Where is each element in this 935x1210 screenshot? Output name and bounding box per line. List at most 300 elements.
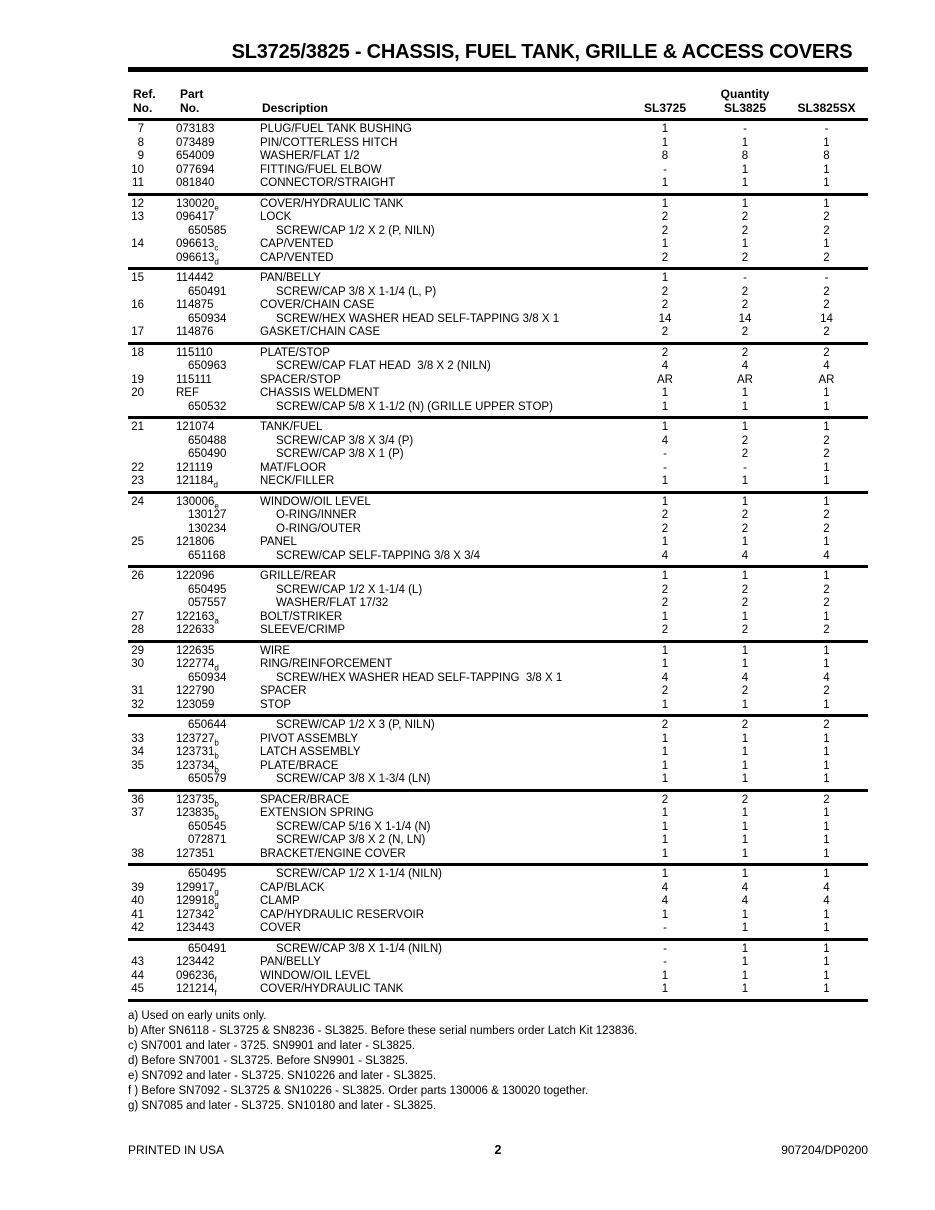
qty-cell: 1: [823, 759, 830, 772]
part-no-cell: 122635: [176, 644, 215, 657]
qty-cell: -: [663, 448, 667, 460]
qty-cell: 2: [741, 251, 749, 264]
ref-no-cell: [128, 225, 174, 239]
part-no-cell: 650585: [188, 224, 227, 237]
table-header-row-bottom: [128, 101, 868, 115]
ref-no-cell: [128, 868, 174, 882]
qty-cell: 1: [823, 746, 830, 758]
description-cell: SCREW/CAP 5/8 X 1-1/2 (N) (GRILLE UPPER STOP): [276, 400, 553, 413]
qty-cell: 2: [741, 719, 749, 731]
description-cell: TANK/FUEL: [260, 421, 323, 433]
table-row: [128, 225, 868, 239]
table-row: [128, 448, 868, 462]
table-row: [128, 922, 868, 936]
part-no-cell: 072871: [188, 834, 227, 846]
description-cell: PLATE/STOP: [260, 346, 330, 359]
qty-cell: 1: [823, 610, 830, 623]
description-cell: CAP/VENTED: [260, 251, 334, 264]
qty-cell: 1: [823, 983, 830, 995]
description-cell: SCREW/CAP 1/2 X 1-1/4 (NILN): [276, 868, 442, 880]
qty-cell: 1: [661, 123, 669, 135]
qty-cell: 2: [823, 448, 830, 460]
description-cell: SCREW/CAP 1/2 X 3 (P, NILN): [276, 719, 435, 731]
parts-table: [128, 121, 868, 1002]
title-rule: [128, 67, 868, 72]
table-row: [128, 198, 868, 212]
part-no-cell: $129918_g$: [176, 895, 219, 910]
qty-cell: 1: [741, 495, 749, 508]
table-row: [128, 550, 868, 564]
ref-no-cell: [128, 943, 174, 957]
column-header-ref-top: Ref.: [133, 87, 156, 101]
table-row: [128, 699, 868, 713]
qty-cell: 2: [823, 285, 830, 298]
description-cell: BRACKET/ENGINE COVER: [260, 847, 406, 860]
table-row: [128, 475, 868, 489]
description-cell: COVER: [260, 922, 301, 934]
qty-cell: 1: [741, 732, 749, 745]
ref-no-cell: 45: [131, 983, 144, 995]
qty-cell: 2: [661, 597, 669, 609]
table-row: [128, 834, 868, 848]
qty-cell: -: [824, 123, 829, 135]
table-row: [128, 909, 868, 923]
qty-cell: -: [743, 461, 747, 474]
qty-cell: 8: [823, 150, 830, 162]
ref-no-cell: 10: [131, 163, 144, 176]
ref-no-cell: 22: [131, 461, 144, 474]
part-no-cell: $130020_e$: [176, 197, 219, 212]
description-cell: CAP/HYDRAULIC RESERVOIR: [260, 908, 425, 921]
qty-cell: 1: [823, 807, 830, 819]
ref-no-cell: 42: [131, 922, 144, 934]
qty-cell: 1: [741, 908, 749, 921]
description-cell: EXTENSION SPRING: [260, 807, 374, 819]
part-no-cell: 650532: [188, 400, 227, 413]
qty-cell: 2: [823, 509, 830, 521]
qty-cell: 2: [823, 326, 830, 338]
ref-no-cell: [128, 286, 174, 300]
part-no-cell: 123059: [176, 698, 215, 711]
ref-no-cell: [128, 773, 174, 787]
description-cell: PLATE/BRACE: [260, 759, 339, 772]
ref-no-cell: 31: [131, 685, 144, 697]
ref-no-cell: [128, 448, 174, 462]
description-cell: PIVOT ASSEMBLY: [260, 732, 359, 745]
description-cell: SCREW/CAP 3/8 X 2 (N, LN): [276, 834, 426, 846]
qty-cell: 1: [661, 570, 669, 582]
part-no-cell: 122633: [176, 624, 215, 636]
qty-cell: -: [663, 956, 667, 968]
ref-no-cell: [128, 584, 174, 598]
qty-cell: 8: [741, 150, 749, 162]
qty-cell: 1: [661, 759, 669, 772]
qty-cell: AR: [737, 373, 753, 386]
part-no-cell: 650490: [188, 448, 227, 460]
qty-cell: 2: [741, 522, 749, 535]
qty-cell: 4: [823, 881, 830, 894]
description-cell: O-RING/OUTER: [276, 522, 361, 535]
description-cell: GRILLE/REAR: [260, 570, 337, 582]
table-row: [128, 645, 868, 659]
table-row: [128, 970, 868, 984]
part-no-suffix: b: [214, 798, 219, 808]
column-header-sl3825sx: SL3825SX: [797, 101, 856, 115]
ref-no-cell: [128, 597, 174, 611]
qty-cell: 1: [741, 956, 749, 968]
ref-no-cell: 40: [131, 895, 144, 907]
description-cell: SCREW/CAP FLAT HEAD 3/8 X 2 (NILN): [276, 360, 491, 372]
ref-no-cell: 24: [131, 495, 144, 508]
qty-cell: 4: [661, 895, 669, 907]
qty-cell: 1: [823, 387, 830, 399]
qty-cell: -: [743, 272, 747, 284]
part-no-cell: 650963: [188, 360, 227, 372]
qty-cell: 1: [823, 400, 830, 413]
table-row: [128, 807, 868, 821]
parts-group: [128, 196, 868, 271]
description-cell: O-RING/INNER: [276, 509, 357, 521]
page-footer: [128, 1143, 868, 1157]
description-cell: WINDOW/OIL LEVEL: [260, 969, 371, 982]
parts-group: [128, 717, 868, 792]
description-cell: BOLT/STRIKER: [260, 610, 343, 623]
qty-cell: 2: [741, 448, 749, 460]
table-row: [128, 760, 868, 774]
table-row: [128, 895, 868, 909]
ref-no-cell: 11: [132, 177, 144, 189]
qty-cell: 2: [823, 719, 830, 731]
table-row: [128, 848, 868, 862]
qty-cell: 2: [741, 624, 749, 636]
qty-cell: 1: [661, 197, 669, 210]
qty-cell: 1: [661, 969, 669, 982]
footnote: b) After SN6118 - SL3725 & SN8236 - SL3825. Before these serial numbers order Latch Kit 123836.: [128, 1024, 638, 1037]
part-no-cell: 057557: [188, 597, 227, 609]
table-header-row-top: [128, 87, 868, 101]
table-row: [128, 137, 868, 151]
part-no-cell: 650491: [188, 285, 227, 298]
description-cell: CAP/BLACK: [260, 881, 325, 894]
description-cell: SCREW/CAP 3/8 X 1-1/4 (NILN): [276, 942, 442, 955]
qty-cell: 1: [741, 942, 749, 955]
ref-no-cell: 9: [137, 150, 144, 162]
qty-cell: 1: [823, 942, 830, 955]
part-no-cell: $129917_g$: [176, 881, 219, 896]
qty-cell: 2: [661, 583, 669, 596]
qty-cell: 14: [658, 312, 672, 325]
part-no-cell: $130006_e$: [176, 495, 219, 510]
ref-no-cell: [128, 550, 174, 564]
qty-cell: 2: [823, 224, 830, 237]
part-no-cell: $122774_d$: [176, 658, 219, 673]
qty-cell: 2: [741, 346, 749, 359]
table-row: [128, 150, 868, 164]
part-no-suffix: d: [214, 256, 219, 266]
qty-cell: 2: [823, 434, 830, 447]
column-header-ref-bottom: No.: [133, 101, 153, 115]
description-cell: CLAMP: [260, 895, 300, 907]
qty-cell: 1: [741, 136, 749, 149]
qty-cell: 1: [823, 536, 830, 548]
footer-printed-in: PRINTED IN USA: [128, 1143, 225, 1157]
qty-cell: 2: [741, 583, 749, 596]
qty-cell: 4: [741, 671, 749, 684]
part-no-cell: $096236_f$: [176, 969, 217, 984]
table-row: [128, 347, 868, 361]
ref-no-cell: [128, 252, 174, 266]
ref-no-cell: 19: [131, 373, 144, 386]
parts-group: [128, 792, 868, 867]
part-no-suffix: f: [214, 974, 217, 984]
qty-cell: 2: [661, 793, 669, 806]
qty-cell: 1: [741, 746, 749, 758]
description-cell: PAN/BELLY: [260, 956, 321, 968]
qty-cell: 4: [823, 360, 830, 372]
ref-no-cell: [128, 360, 174, 374]
qty-cell: -: [663, 942, 667, 955]
part-no-cell: 650579: [188, 773, 227, 785]
part-no-cell: $123735_b$: [176, 793, 219, 808]
qty-cell: 1: [741, 421, 749, 433]
qty-cell: 1: [661, 272, 669, 284]
qty-cell: 2: [741, 509, 749, 521]
qty-cell: 14: [738, 312, 752, 325]
part-no-cell: 651168: [188, 549, 226, 562]
ref-no-cell: 29: [131, 644, 144, 657]
qty-cell: 1: [823, 570, 830, 582]
description-cell: COVER/HYDRAULIC TANK: [260, 983, 404, 995]
table-row: [128, 401, 868, 415]
ref-no-cell: 18: [131, 346, 144, 359]
qty-cell: 1: [741, 400, 749, 413]
qty-cell: 1: [823, 922, 830, 934]
qty-cell: 1: [823, 834, 830, 846]
table-row: [128, 326, 868, 340]
parts-group: [128, 643, 868, 718]
table-row: [128, 868, 868, 882]
table-row: [128, 719, 868, 733]
part-no-cell: $096613_c$: [176, 238, 219, 253]
part-no-suffix: b: [214, 737, 219, 747]
table-row: [128, 685, 868, 699]
qty-cell: 1: [661, 807, 669, 819]
qty-cell: 2: [661, 285, 669, 298]
qty-cell: AR: [657, 373, 673, 386]
qty-cell: -: [824, 272, 829, 284]
ref-no-cell: [128, 509, 174, 523]
part-no-cell: 115111: [176, 373, 212, 386]
qty-cell: 2: [741, 597, 749, 609]
table-row: [128, 523, 868, 537]
qty-cell: 1: [823, 908, 830, 921]
footer-doc-number: 907204/DP0200: [781, 1143, 868, 1157]
qty-cell: 4: [661, 881, 669, 894]
description-cell: SCREW/CAP 1/2 X 2 (P, NILN): [276, 224, 435, 237]
table-row: [128, 624, 868, 638]
part-no-cell: 650545: [188, 820, 227, 833]
table-row: [128, 123, 868, 137]
description-cell: PANEL: [260, 536, 297, 548]
qty-cell: 1: [823, 956, 830, 968]
table-row: [128, 658, 868, 672]
qty-cell: 1: [741, 475, 749, 487]
qty-cell: 1: [741, 177, 749, 189]
column-header-sl3725: SL3725: [643, 101, 687, 115]
qty-cell: -: [663, 461, 667, 474]
description-cell: WINDOW/OIL LEVEL: [260, 495, 371, 508]
part-no-suffix: g: [214, 900, 219, 910]
parts-group: [128, 345, 868, 420]
qty-cell: 4: [741, 895, 749, 907]
qty-cell: 1: [741, 820, 749, 833]
table-row: [128, 435, 868, 449]
qty-cell: 1: [741, 807, 749, 819]
qty-cell: 1: [661, 644, 669, 657]
ref-no-cell: [128, 719, 174, 733]
qty-cell: 2: [661, 326, 669, 338]
table-row: [128, 611, 868, 625]
ref-no-cell: 7: [137, 123, 144, 135]
ref-no-cell: 37: [131, 807, 144, 819]
part-no-cell: 073489: [176, 136, 215, 149]
description-cell: CONNECTOR/STRAIGHT: [260, 177, 396, 189]
parts-group: [128, 121, 868, 196]
ref-no-cell: 43: [131, 956, 144, 968]
description-cell: COVER/CHAIN CASE: [260, 299, 375, 311]
ref-no-cell: 14: [131, 238, 144, 250]
qty-cell: 1: [741, 610, 749, 623]
qty-cell: 2: [823, 624, 830, 636]
qty-cell: 1: [823, 644, 830, 657]
column-header-sl3825: SL3825: [723, 101, 767, 115]
header-spacer: [625, 87, 705, 101]
qty-cell: 2: [741, 685, 749, 697]
description-cell: WASHER/FLAT 1/2: [260, 150, 360, 162]
qty-cell: 1: [661, 610, 669, 623]
qty-cell: -: [663, 922, 667, 934]
qty-cell: 1: [741, 969, 749, 982]
qty-cell: 1: [823, 197, 830, 210]
table-row: [128, 462, 868, 476]
description-cell: SPACER/STOP: [260, 373, 341, 386]
ref-no-cell: 28: [131, 624, 144, 636]
column-header-description: Description: [262, 101, 329, 115]
description-cell: SCREW/CAP 3/8 X 1-3/4 (LN): [276, 773, 431, 785]
qty-cell: 2: [741, 299, 749, 311]
qty-cell: -: [663, 163, 667, 176]
qty-cell: 2: [661, 251, 669, 264]
qty-cell: 2: [661, 211, 669, 223]
ref-no-cell: 20: [131, 387, 144, 399]
table-row: [128, 584, 868, 598]
qty-cell: 1: [823, 461, 830, 474]
part-no-cell: $123727_b$: [176, 732, 219, 747]
part-no-suffix: d: [214, 663, 219, 673]
description-cell: SCREW/CAP 1/2 X 1-1/4 (L): [276, 583, 423, 596]
table-row: [128, 794, 868, 808]
qty-cell: 1: [741, 922, 749, 934]
qty-cell: 4: [823, 895, 830, 907]
table-row: [128, 164, 868, 178]
part-no-cell: 073183: [176, 123, 215, 135]
qty-cell: 4: [661, 549, 669, 562]
part-no-cell: $121214_f$: [176, 983, 217, 998]
table-header: [128, 87, 868, 121]
part-no-cell: 650488: [188, 434, 227, 447]
qty-cell: 2: [823, 583, 830, 596]
ref-no-cell: [128, 672, 174, 686]
qty-cell: 1: [741, 698, 749, 711]
ref-no-cell: 8: [137, 136, 144, 149]
part-no-suffix: g: [214, 886, 219, 896]
ref-no-cell: 34: [131, 746, 144, 758]
ref-no-cell: 27: [131, 610, 144, 623]
ref-no-cell: 17: [131, 326, 144, 338]
description-cell: NECK/FILLER: [260, 475, 335, 487]
table-row: [128, 882, 868, 896]
footnote: d) Before SN7001 - SL3725. Before SN9901 - SL3825.: [128, 1054, 409, 1067]
part-no-cell: 114875: [176, 299, 214, 311]
table-row: [128, 299, 868, 313]
part-no-cell: 650491: [188, 942, 227, 955]
part-no-suffix: e: [214, 500, 219, 510]
description-cell: MAT/FLOOR: [260, 461, 327, 474]
qty-cell: 4: [741, 549, 749, 562]
ref-no-cell: 25: [131, 536, 144, 548]
qty-cell: 1: [823, 658, 830, 670]
parts-group: [128, 419, 868, 494]
ref-no-cell: 39: [131, 881, 144, 894]
qty-cell: -: [743, 123, 747, 135]
page-content: [128, 40, 868, 1114]
table-row: [128, 956, 868, 970]
qty-cell: 2: [661, 719, 669, 731]
qty-cell: 1: [741, 570, 749, 582]
footnote: a) Used on early units only.: [128, 1009, 267, 1022]
part-no-cell: 127351: [176, 847, 215, 860]
table-row: [128, 983, 868, 997]
table-row: [128, 672, 868, 686]
qty-cell: 1: [741, 868, 749, 880]
ref-no-cell: [128, 834, 174, 848]
ref-no-cell: 32: [131, 698, 144, 711]
part-no-cell: 130234: [188, 522, 227, 535]
description-cell: SCREW/CAP SELF-TAPPING 3/8 X 3/4: [276, 549, 481, 562]
part-no-cell: 650644: [188, 719, 227, 731]
description-cell: SPACER/BRACE: [260, 793, 350, 806]
qty-cell: 1: [823, 847, 830, 860]
parts-group: [128, 866, 868, 941]
description-cell: WASHER/FLAT 17/32: [276, 597, 389, 609]
qty-cell: 1: [741, 983, 749, 995]
footnote: f ) Before SN7092 - SL3725 & SN10226 - SL3825. Order parts 130006 & 130020 together.: [128, 1084, 589, 1097]
ref-no-cell: 23: [131, 475, 144, 487]
parts-group: [128, 941, 868, 1002]
ref-no-cell: 12: [131, 197, 144, 210]
qty-cell: 2: [823, 597, 830, 609]
part-no-cell: 121806: [176, 536, 215, 548]
qty-cell: 1: [661, 698, 669, 711]
qty-cell: 1: [661, 536, 669, 548]
footnotes: [128, 1009, 868, 1114]
ref-no-cell: [128, 821, 174, 835]
part-no-cell: REF: [176, 387, 199, 399]
description-cell: SCREW/CAP 3/8 X 1 (P): [276, 448, 404, 460]
part-no-cell: 122096: [176, 570, 215, 582]
column-header-part-bottom: No.: [180, 101, 200, 115]
qty-cell: 2: [823, 299, 830, 311]
